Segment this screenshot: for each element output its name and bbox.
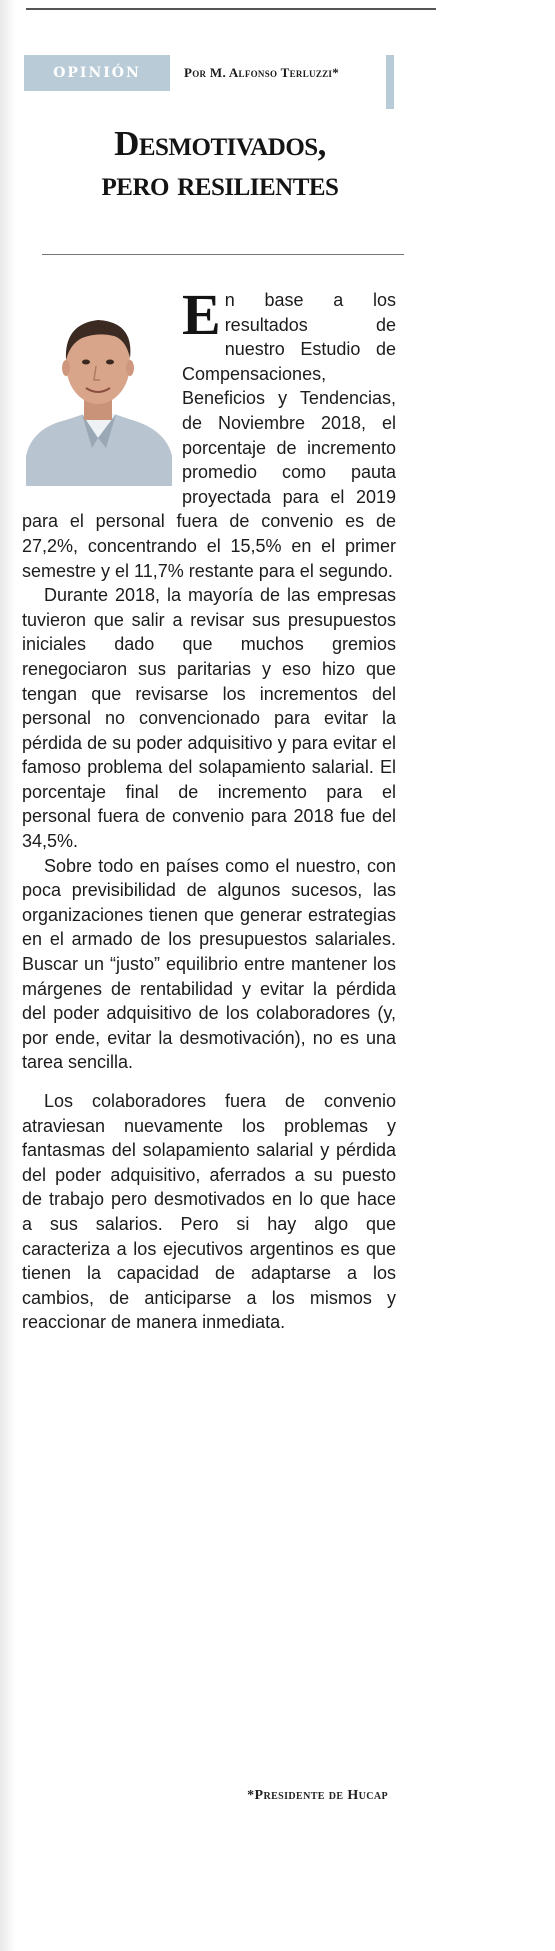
author-portrait-icon <box>22 288 174 486</box>
paragraph-3: Sobre todo en países como el nuestro, con poca previsibilidad de algunos sucesos, las organizaciones tienen que generar estrategias en el armado de los presupuestos salariales. Buscar un “justo” equilibrio entre mantener los márgenes de rentabilidad y evitar la pérdida del poder adquisitivo de los colaboradores (y, por ende, evitar la desmotivación), no es una tarea sencilla. <box>22 855 396 1073</box>
headline-line-2: pero resilientes <box>101 164 339 204</box>
headline-line-1: Desmotivados, <box>114 124 326 163</box>
paragraph-4: Los colaboradores fuera de convenio atraviesan nuevamente los problemas y fantasmas del solapamiento salarial y pérdida del poder adquisitivo, aferrados a su puesto de trabajo pero desmotivados en lo que hace a sus salarios. Pero si hay algo que caracteriza a los ejecutivos argentinos es que tienen la capacidad de adaptarse a los cambios, de anticiparse a los mismos y reaccionar de manera inmediata. <box>22 1091 396 1333</box>
page-edge-shadow <box>0 0 16 1951</box>
article-body <box>22 282 396 1335</box>
headline <box>20 124 420 205</box>
drop-cap: E <box>182 282 221 347</box>
headline-rule <box>42 254 404 255</box>
author-photo <box>22 288 174 486</box>
author-signature: *Presidente de Hucap <box>247 1788 388 1803</box>
author-byline: Por M. Alfonso Terluzzi* <box>184 65 340 80</box>
paragraph-1: n base a los resultados de nuestro Estudio de Compensaciones, Beneficios y Tendencias, de Noviembre 2018, el porcentaje de incremento promedio como pauta proyectada para el 2019 para el personal fuera de convenio es de 27,2%, concentrando el 15,5% en el primer semestre y el 11,7% restante para el segundo. <box>22 290 396 581</box>
top-rule <box>26 8 436 10</box>
header-tab-decoration <box>386 55 394 109</box>
section-tag: OPINIÓN <box>24 55 170 91</box>
paragraph-2: Durante 2018, la mayoría de las empresas tuvieron que salir a revisar sus presupuestos iniciales dado que muchos gremios renegociaron sus paritarias y eso hizo que tengan que revisarse los incrementos del personal no convencionado para evitar la pérdida de su poder adquisitivo y para evitar el famoso problema del solapamiento salarial. El porcentaje final de incremento para el personal fuera de convenio para 2018 fue del 34,5%. <box>22 585 396 852</box>
article-header <box>24 55 420 91</box>
